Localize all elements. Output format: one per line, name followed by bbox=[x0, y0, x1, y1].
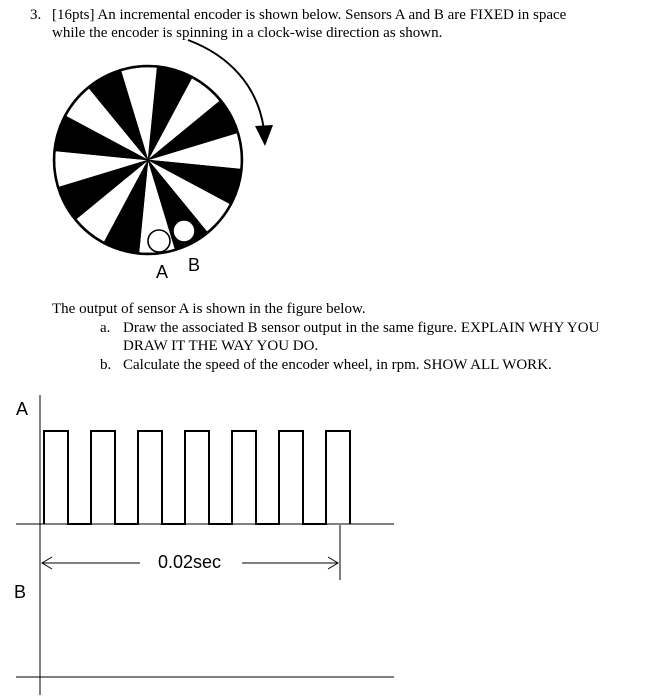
item-a-text-line1: Draw the associated B sensor output in the same figure. EXPLAIN WHY YOU bbox=[123, 320, 600, 336]
item-a-text-line2: DRAW IT THE WAY YOU DO. bbox=[123, 338, 319, 354]
channel-a-label: A bbox=[16, 399, 29, 419]
channel-b-label: B bbox=[14, 582, 27, 602]
time-span-label: 0.02sec bbox=[158, 552, 222, 572]
sensor-b-label: B bbox=[188, 255, 201, 275]
channel-a-pulse-train bbox=[44, 431, 350, 524]
rotation-arrow-head bbox=[255, 125, 273, 146]
item-b-text: Calculate the speed of the encoder wheel, in rpm. SHOW ALL WORK. bbox=[123, 357, 552, 373]
item-a-letter: a. bbox=[100, 320, 111, 336]
sensor-b-circle bbox=[173, 220, 195, 242]
output-intro: The output of sensor A is shown in the figure below. bbox=[52, 301, 366, 317]
sensor-a-label: A bbox=[156, 262, 169, 282]
sensor-a-circle bbox=[148, 230, 170, 252]
item-b-letter: b. bbox=[100, 357, 112, 373]
question-text-line1: [16pts] An incremental encoder is shown below. Sensors A and B are FIXED in space bbox=[52, 7, 567, 23]
question-text-line2: while the encoder is spinning in a clock-wise direction as shown. bbox=[52, 25, 443, 41]
encoder-wheel bbox=[55, 67, 241, 253]
question-number: 3. bbox=[30, 7, 42, 23]
